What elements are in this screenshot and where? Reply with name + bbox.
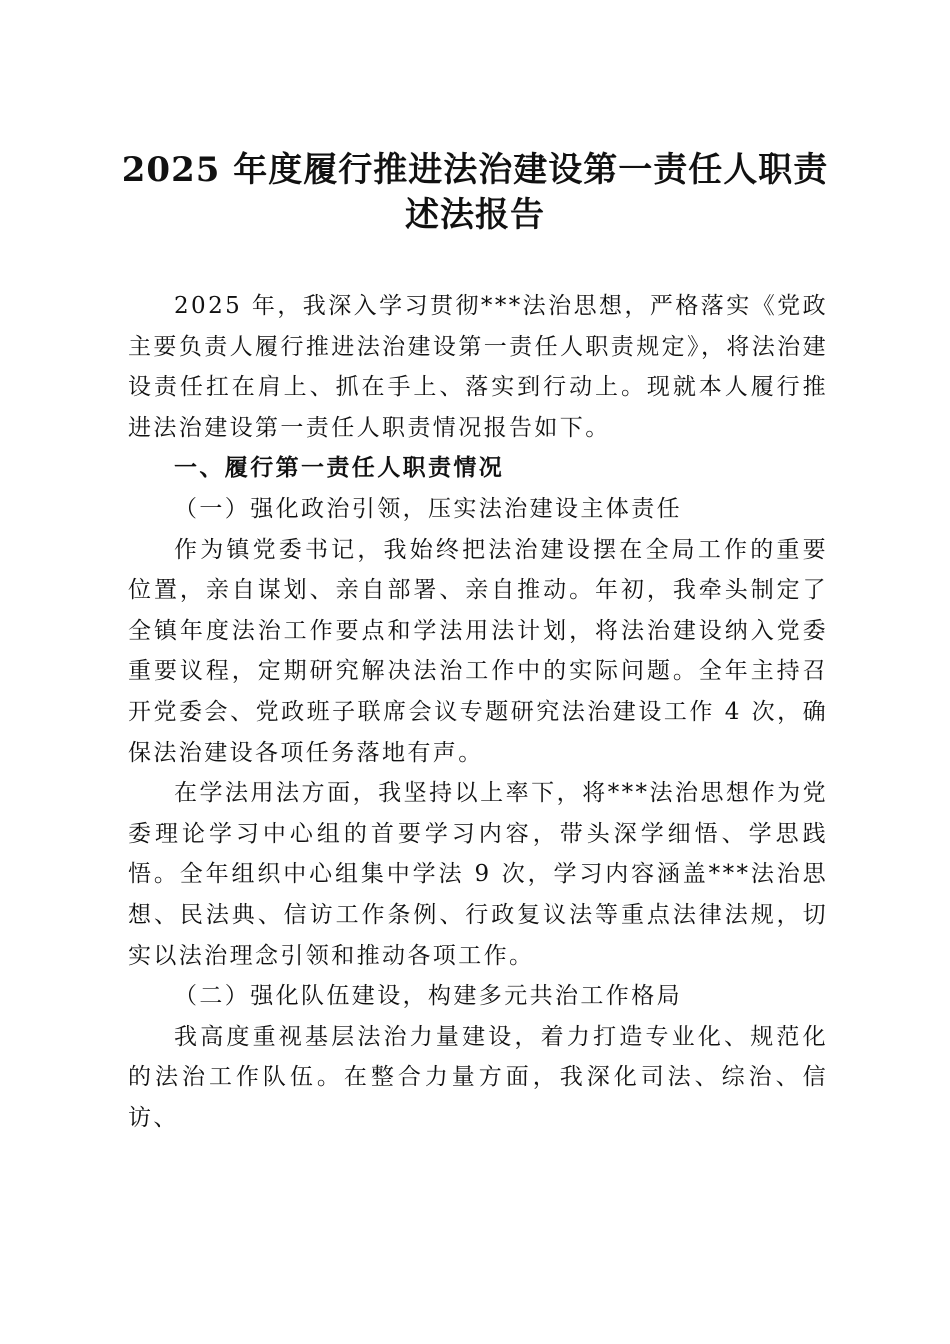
intro-paragraph: 2025 年，我深入学习贯彻***法治思想，严格落实《党政主要负责人履行推进法治建设第一责任人职责规定》，将法治建设责任扛在肩上、抓在手上、落实到行动上。现就本人履行推进法治建设第一责任人职责情况报告如下。 <box>128 293 828 441</box>
title-line-1: 2025 年度履行推进法治建设第一责任人职责 <box>121 150 829 190</box>
subsection-1-paragraph-2: 在学法用法方面，我坚持以上率下，将***法治思想作为党委理论学习中心组的首要学习内容，带头深学细悟、学思践悟。全年组织中心组集中学法 9 次，学习内容涵盖***法治思想、民法典、信访工作条例、行政复议法等重点法律法规，切实以法治理念引领和推动各项工作。 <box>128 780 828 969</box>
document-title <box>110 148 840 238</box>
section-heading-1: 一、履行第一责任人职责情况 <box>174 454 505 482</box>
document-body <box>128 286 828 1138</box>
subsection-1-paragraph-1: 作为镇党委书记，我始终把法治建设摆在全局工作的重要位置，亲自谋划、亲自部署、亲自推动。年初，我牵头制定了全镇年度法治工作要点和学法用法计划，将法治建设纳入党委重要议程，定期研究解决法治工作中的实际问题。全年主持召开党委会、党政班子联席会议专题研究法治建设工作 4 次，确保法治建设各项任务落地有声。 <box>128 536 828 766</box>
title-line-2: 述法报告 <box>405 195 545 235</box>
subsection-heading-2: （二）强化队伍建设，构建多元共治工作格局 <box>174 983 682 1010</box>
subsection-2-paragraph-1: 我高度重视基层法治力量建设，着力打造专业化、规范化的法治工作队伍。在整合力量方面，我深化司法、综治、信访、 <box>128 1023 828 1131</box>
subsection-heading-1: （一）强化政治引领，压实法治建设主体责任 <box>174 495 682 522</box>
